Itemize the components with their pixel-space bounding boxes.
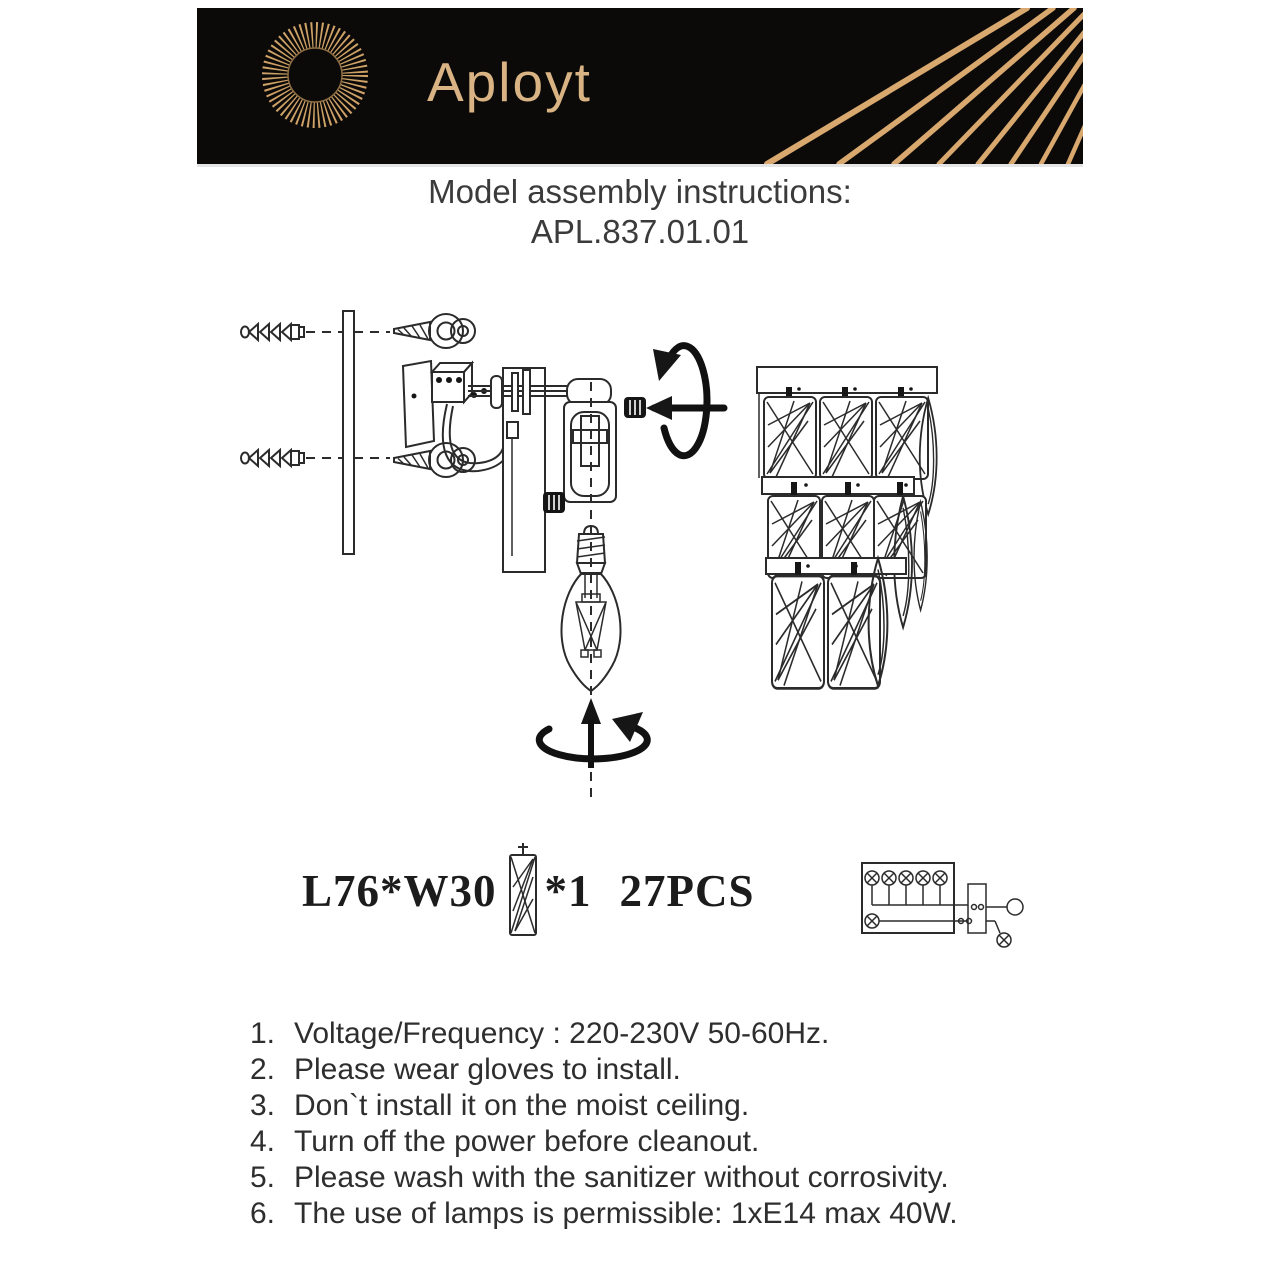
wiring-diagram: [855, 855, 1055, 965]
brand-banner: [197, 8, 1083, 164]
rotate-arrow-top-icon: [646, 346, 724, 456]
model-number: APL.837.01.01: [530, 213, 750, 250]
instruction-text: Voltage/Frequency : 220-230V 50-60Hz.: [294, 1017, 830, 1050]
set-screw-bottom-icon: [543, 492, 565, 513]
wall-anchor-top-icon: [241, 324, 390, 340]
instruction-item: [250, 1124, 1090, 1160]
assembly-diagram: [220, 280, 1050, 840]
instruction-text: Don`t install it on the moist ceiling.: [294, 1089, 750, 1122]
set-screw-right-icon: [624, 397, 646, 418]
instruction-item: [250, 1052, 1090, 1088]
sunburst-logo-icon: [245, 5, 385, 145]
page-title: Model assembly instructions:: [428, 173, 852, 210]
parts-specification: [302, 843, 755, 939]
rotate-arrow-bottom-icon: [539, 698, 647, 802]
crystal-shade: [757, 367, 937, 688]
crystal-dimensions: L76*W30: [302, 866, 497, 916]
title-block: [0, 172, 1280, 252]
instruction-number: 1.: [250, 1017, 276, 1050]
instruction-text: The use of lamps is permissible: 1xE14 max 40W.: [294, 1197, 958, 1230]
instruction-number: 3.: [250, 1089, 276, 1122]
instruction-number: 4.: [250, 1125, 276, 1158]
pieces-count: 27PCS: [619, 866, 755, 916]
instruction-text: Please wear gloves to install.: [294, 1053, 681, 1086]
instruction-item: [250, 1196, 1090, 1232]
brand-wordmark: Aployt: [427, 51, 592, 113]
crystal-quantity: *1: [544, 866, 592, 916]
instruction-list: [250, 1016, 1090, 1232]
instruction-text: Turn off the power before cleanout.: [294, 1125, 760, 1158]
mounting-screw-top-icon: [394, 314, 475, 348]
instruction-number: 5.: [250, 1161, 276, 1194]
instruction-text: Please wash with the sanitizer without corrosivity.: [294, 1161, 949, 1194]
instruction-item: [250, 1016, 1090, 1052]
mounting-strip: [343, 311, 354, 554]
wall-anchor-bottom-icon: [241, 450, 390, 466]
crystal-prism-icon: [505, 843, 541, 939]
instruction-item: [250, 1160, 1090, 1196]
instruction-number: 2.: [250, 1053, 276, 1086]
instruction-number: 6.: [250, 1197, 276, 1230]
instruction-item: [250, 1088, 1090, 1124]
